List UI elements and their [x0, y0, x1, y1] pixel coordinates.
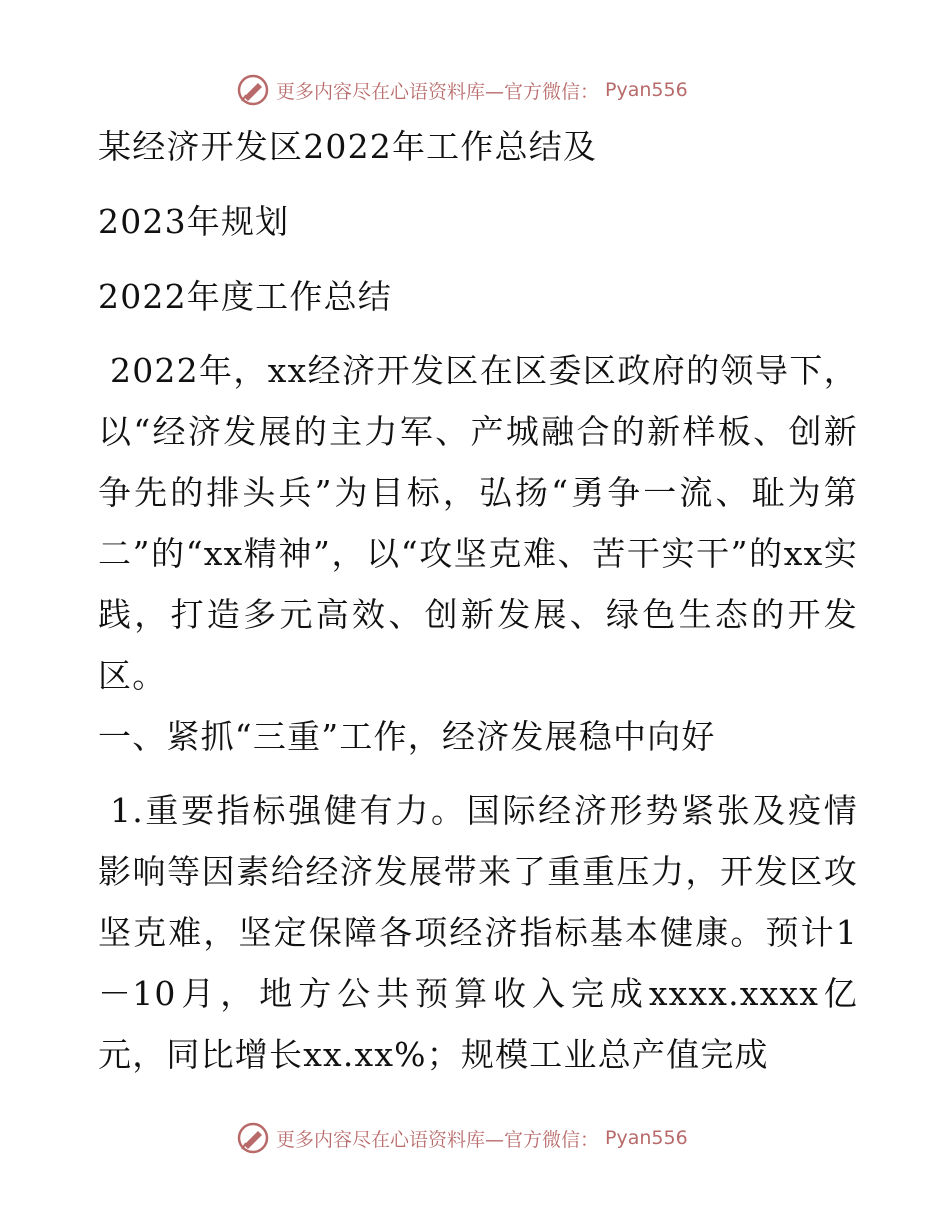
section-heading: 2022年度工作总结 — [98, 277, 392, 316]
subheading-1: 一、紧抓“三重”工作，经济发展稳中向好 — [98, 717, 716, 756]
pen-seal-icon — [236, 1121, 270, 1155]
intro-paragraph: 2022年，xx经济开发区在区委区政府的领导下，以“经济发展的主力军、产城融合的新样板、创新争先的排头兵”为目标，弘扬“勇争一流、耻为第二”的“xx精神”，以“攻坚克难、苦干实干”的xx实践，打造多元高效、创新发展、绿色生态的开发区。 — [98, 351, 858, 695]
watermark-text: 更多内容尽在心语资料库—官方微信： — [276, 80, 600, 103]
header-watermark — [236, 72, 688, 108]
watermark-text: 更多内容尽在心语资料库—官方微信： — [276, 1128, 600, 1151]
watermark-wechat-id: Pyan556 — [605, 1127, 688, 1149]
pen-seal-icon — [236, 73, 270, 107]
watermark-wechat-id: Pyan556 — [605, 79, 688, 101]
paragraph-1: 1.重要指标强健有力。国际经济形势紧张及疫情影响等因素给经济发展带来了重重压力，开发区攻坚克难，坚定保障各项经济指标基本健康。预计1－10月，地方公共预算收入完成xxxx.xxxx亿元，同比增长xx.xx%；规模工业总产值完成 — [98, 791, 858, 1074]
document-title-line-1: 某经济开发区2022年工作总结及 — [98, 127, 598, 166]
footer-watermark — [236, 1120, 688, 1156]
document-title-line-2: 2023年规划 — [98, 202, 290, 241]
